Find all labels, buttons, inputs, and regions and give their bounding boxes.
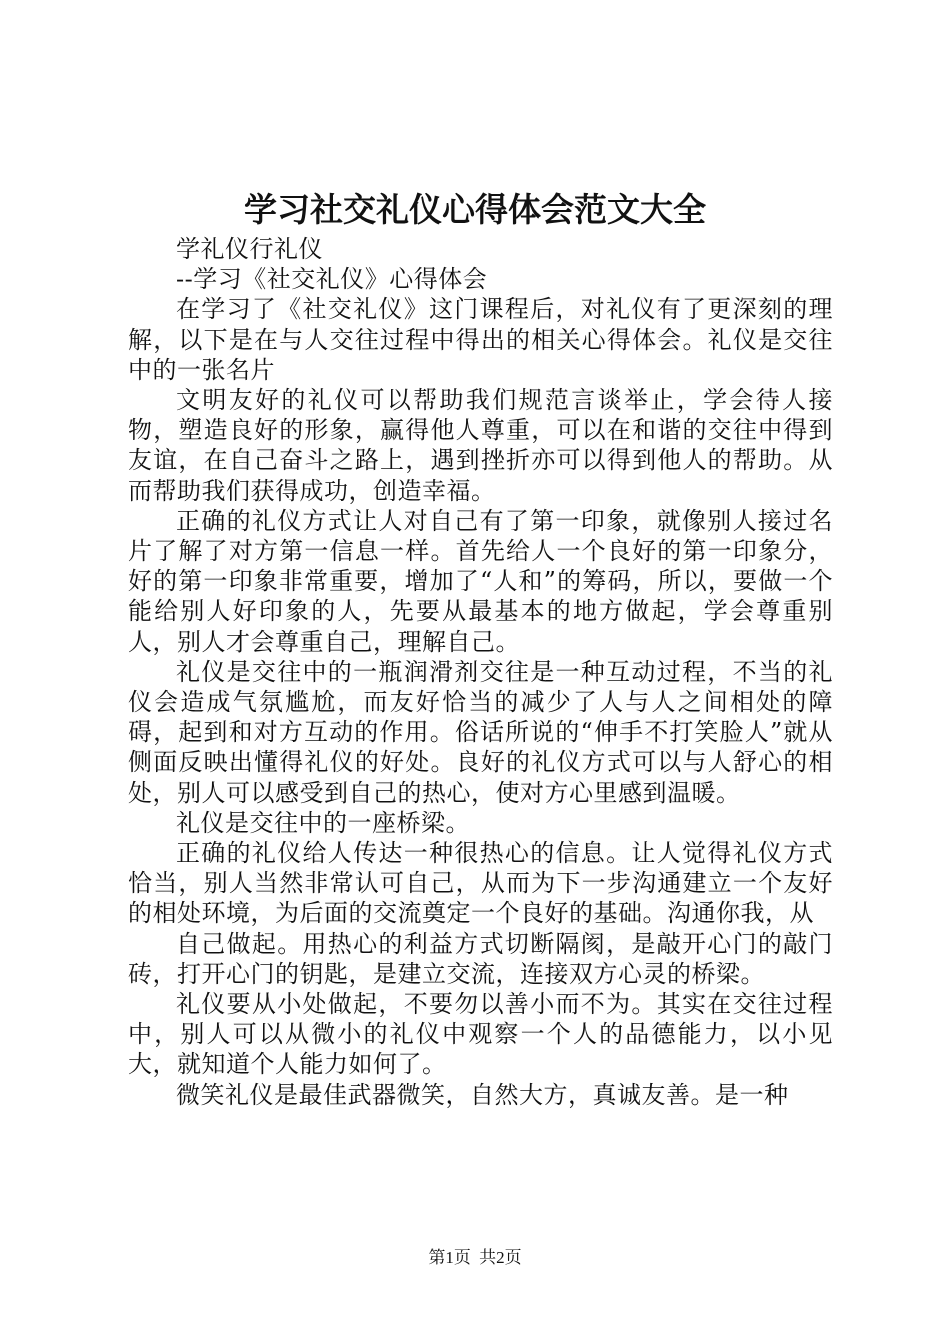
paragraph: 正确的礼仪给人传达一种很热心的信息。让人觉得礼仪方式恰当，别人当然非常认可自己，从而为下一步沟通建立一个友好的相处环境，为后面的交流奠定一个良好的基础。沟通你我，从 bbox=[128, 839, 833, 928]
paragraph: 礼仪是交往中的一瓶润滑剂交往是一种互动过程，不当的礼仪会造成气氛尴尬，而友好恰当的减少了人与人之间相处的障碍，起到和对方互动的作用。俗话所说的“伸手不打笑脸人”就从侧面反映出懂得礼仪的好处。良好的礼仪方式可以与人舒心的相处，别人可以感受到自己的热心，使对方心里感到温暖。 bbox=[128, 657, 833, 807]
paragraph: 正确的礼仪方式让人对自己有了第一印象，就像别人接过名片了解了对方第一信息一样。首先给人一个良好的第一印象分，好的第一印象非常重要，增加了“人和”的筹码，所以，要做一个能给别人好印象的人，先要从最基本的地方做起，学会尊重别人，别人才会尊重自己，理解自己。 bbox=[128, 506, 833, 656]
paragraph: 文明友好的礼仪可以帮助我们规范言谈举止，学会待人接物，塑造良好的形象，赢得他人尊重，可以在和谐的交往中得到友谊，在自己奋斗之路上，遇到挫折亦可以得到他人的帮助。从而帮助我们获得成功，创造幸福。 bbox=[128, 386, 833, 505]
paragraph: 在学习了《社交礼仪》这门课程后，对礼仪有了更深刻的理解，以下是在与人交往过程中得出的相关心得体会。礼仪是交往中的一张名片 bbox=[128, 295, 833, 384]
page-number-total: 共2页 bbox=[479, 1248, 522, 1267]
paragraph: 自己做起。用热心的利益方式切断隔阂，是敲开心门的敲门砖，打开心门的钥匙，是建立交流，连接双方心灵的桥梁。 bbox=[128, 929, 833, 988]
paragraph: --学习《社交礼仪》心得体会 bbox=[176, 265, 488, 294]
paragraph: 学礼仪行礼仪 bbox=[176, 235, 323, 263]
page-title: 学习社交礼仪心得体会范文大全 bbox=[244, 190, 706, 229]
page-footer bbox=[0, 1243, 950, 1268]
paragraph: 微笑礼仪是最佳武器微笑，自然大方，真诚友善。是一种 bbox=[176, 1080, 789, 1109]
paragraph: 礼仪要从小处做起，不要勿以善小而不为。其实在交往过程中，别人可以从微小的礼仪中观察一个人的品德能力，以小见大，就知道个人能力如何了。 bbox=[128, 990, 833, 1079]
document-body bbox=[128, 234, 833, 1110]
paragraph: 礼仪是交往中的一座桥梁。 bbox=[176, 808, 470, 837]
page-number-current: 第1页 bbox=[428, 1248, 471, 1267]
